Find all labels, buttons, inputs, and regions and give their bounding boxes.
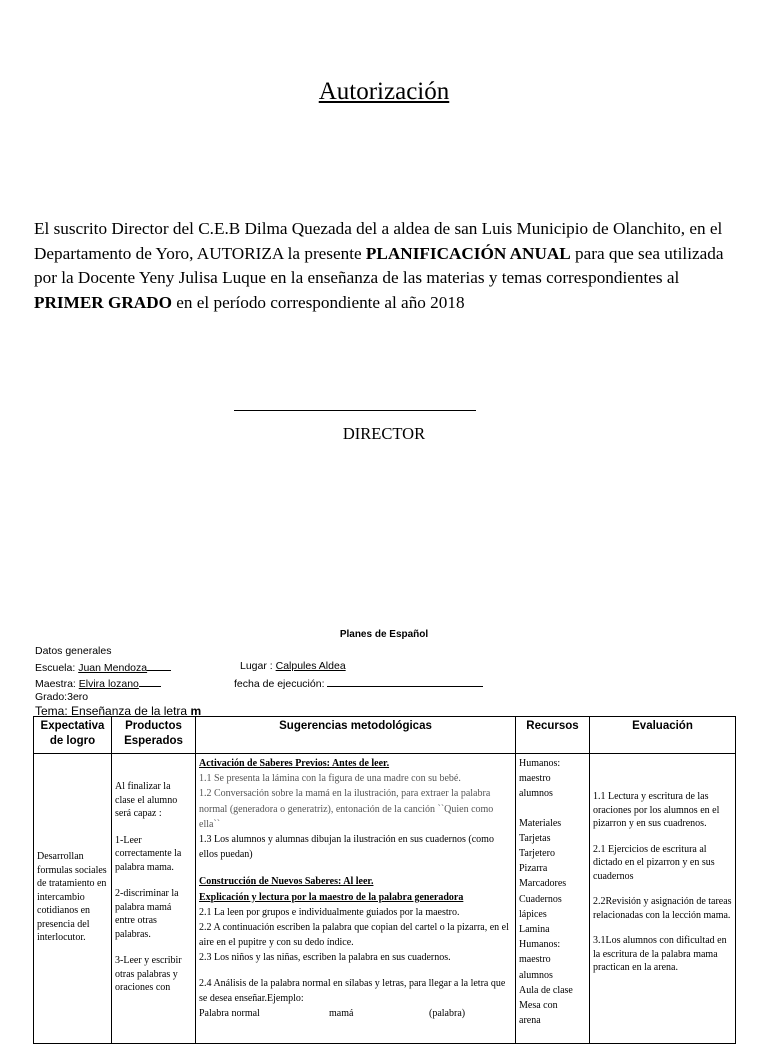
sugerencia-2-1: 2.1 La leen por grupos e individualmente guiados por la maestro. [199, 906, 460, 918]
authorization-bold-1: PLANIFICACIÓN ANUAL [365, 243, 571, 263]
fecha-field [234, 676, 483, 690]
signature-line [234, 410, 476, 411]
example-normal: Palabra normal [199, 1008, 260, 1020]
maestra-underline [139, 676, 161, 687]
recurso-maestro-2: maestro [519, 954, 551, 966]
recurso-materiales: Materiales [519, 817, 562, 829]
document-title: Autorización [318, 78, 450, 105]
authorization-text-2: para que sea utilizada por la Docente Yeny Julisa Luque en la enseñanza de las materias y temas correspondientes al [34, 243, 724, 288]
recurso-cuadernos: Cuadernos [519, 893, 562, 905]
fecha-blank [327, 676, 483, 687]
productos-item-1: 1-Leer correctamente la palabra mama. [115, 834, 182, 873]
productos-item-3: 3-Leer y escribir otras palabras y oraciones con [115, 955, 182, 993]
header-productos: Productos Esperados [112, 717, 196, 754]
maestra-value: Elvira lozano [78, 678, 139, 690]
recurso-alumnos-2: alumnos [519, 969, 553, 981]
recurso-lapices: lápices [519, 908, 547, 920]
productos-item-2: 2-discriminar la palabra mamá entre otras palabras. [115, 888, 179, 940]
table-header-row [34, 717, 736, 754]
maestra-field [35, 676, 161, 691]
evaluacion-1: 1.1 Lectura y escritura de las oraciones por los alumnos en el pizarron y en sus cuadrenos. [593, 791, 720, 829]
director-label: DIRECTOR [342, 424, 426, 443]
header-sugerencias: Sugerencias metodológicas [196, 717, 516, 754]
plan-heading: Planes de Español [339, 629, 429, 640]
recurso-maestro: maestro [519, 773, 551, 785]
recurso-arena: arena [519, 1015, 541, 1027]
recurso-alumnos: alumnos [519, 788, 553, 800]
evaluacion-4: 3.1Los alumnos con dificultad en la escritura de la palabra mama practican en la arena. [593, 935, 727, 973]
sugerencia-1-2: 1.2 Conversación sobre la mamá en la ilustración, para extraer la palabra normal (generadora o generatriz), entonación de la canción ``Quien como ella`` [199, 788, 494, 830]
tema-label: Tema: Enseñanza de la letra [35, 704, 191, 718]
lugar-field [240, 660, 346, 672]
recurso-tarjetero: Tarjetero [519, 848, 555, 860]
recurso-aula: Aula de clase [519, 984, 573, 996]
expectativa-text: Desarrollan formulas sociales de tratamiento en intercambio cotidianos en presencia del interlocutor. [37, 851, 107, 943]
escuela-value: Juan Mendoza [78, 662, 148, 674]
productos-cell [112, 754, 196, 1044]
sugerencia-2-3: 2.3 Los niños y las niñas, escriben la palabra en sus cuadernos. [199, 952, 451, 964]
grado-field: Grado:3ero [35, 691, 89, 703]
recurso-marcadores: Marcadores [519, 878, 567, 890]
expectativa-cell [34, 754, 112, 1044]
sugerencia-2-4: 2.4 Análisis de la palabra normal en sílabas y letras, para llegar a la letra que se desea enseñar.Ejemplo: [199, 977, 506, 1004]
recurso-pizarra: Pizarra [519, 863, 548, 875]
header-recursos: Recursos [516, 717, 590, 754]
sugerencias-heading-1: Activación de Saberes Previos: Antes de leer. [199, 758, 390, 769]
evaluacion-3: 2.2Revisión y asignación de tareas relacionadas con la lección mama. [593, 896, 732, 921]
sugerencias-heading-3: Explicación y lectura por la maestro de la palabra generadora [199, 891, 464, 903]
sugerencia-1-1: 1.1 Se presenta la lámina con la figura de una madre con su bebé. [199, 773, 461, 785]
lugar-value: Calpules Aldea [275, 660, 346, 672]
recurso-lamina: Lamina [519, 924, 550, 936]
sugerencias-heading-2: Construcción de Nuevos Saberes: Al leer. [199, 876, 374, 888]
recurso-tarjetas: Tarjetas [519, 832, 551, 844]
sugerencia-2-2: 2.2 A continuación escriben la palabra que copian del cartel o la pizarra, en el aire en el pupitre y con su dedo índice. [199, 922, 509, 949]
header-expectativa: Expectativa de logro [34, 717, 112, 754]
example-row [199, 1006, 512, 1021]
example-type: (palabra) [429, 1008, 466, 1020]
header-evaluacion: Evaluación [590, 717, 736, 754]
lugar-label: Lugar : [240, 660, 276, 672]
recursos-cell [516, 754, 590, 1044]
tema-letter: m [190, 704, 202, 718]
plan-table [33, 716, 736, 1044]
authorization-text-1: El suscrito Director del C.E.B Dilma Quezada del a aldea de san Luis Municipio de Olanchito, en el Departamento de Yoro, AUTORIZA la presente [34, 219, 723, 263]
table-row [34, 754, 736, 1044]
recurso-humanos-2: Humanos: [519, 939, 561, 951]
authorization-paragraph [34, 217, 724, 315]
escuela-label: Escuela: [35, 662, 79, 674]
authorization-bold-2: PRIMER GRADO [34, 292, 172, 312]
evaluacion-cell [590, 754, 736, 1044]
sugerencias-cell [196, 754, 516, 1044]
example-word: mamá [329, 1008, 354, 1020]
maestra-label: Maestra: [35, 678, 79, 690]
escuela-field [35, 660, 171, 675]
escuela-underline [147, 660, 171, 671]
evaluacion-2: 2.1 Ejercicios de escritura al dictado en el pizarron y en sus cuadernos [593, 843, 715, 882]
datos-generales-label: Datos generales [35, 645, 112, 657]
authorization-text-3: en el período correspondiente al año 2018 [171, 292, 465, 312]
sugerencia-1-3: 1.3 Los alumnos y alumnas dibujan la ilustración en sus cuadernos (como ellos puedan) [199, 834, 494, 861]
recurso-mesa: Mesa con [519, 1000, 558, 1012]
productos-intro: Al finalizar la clase el alumno será capaz : [115, 781, 178, 819]
recurso-humanos: Humanos: [519, 758, 561, 769]
fecha-label: fecha de ejecución: [234, 678, 328, 690]
